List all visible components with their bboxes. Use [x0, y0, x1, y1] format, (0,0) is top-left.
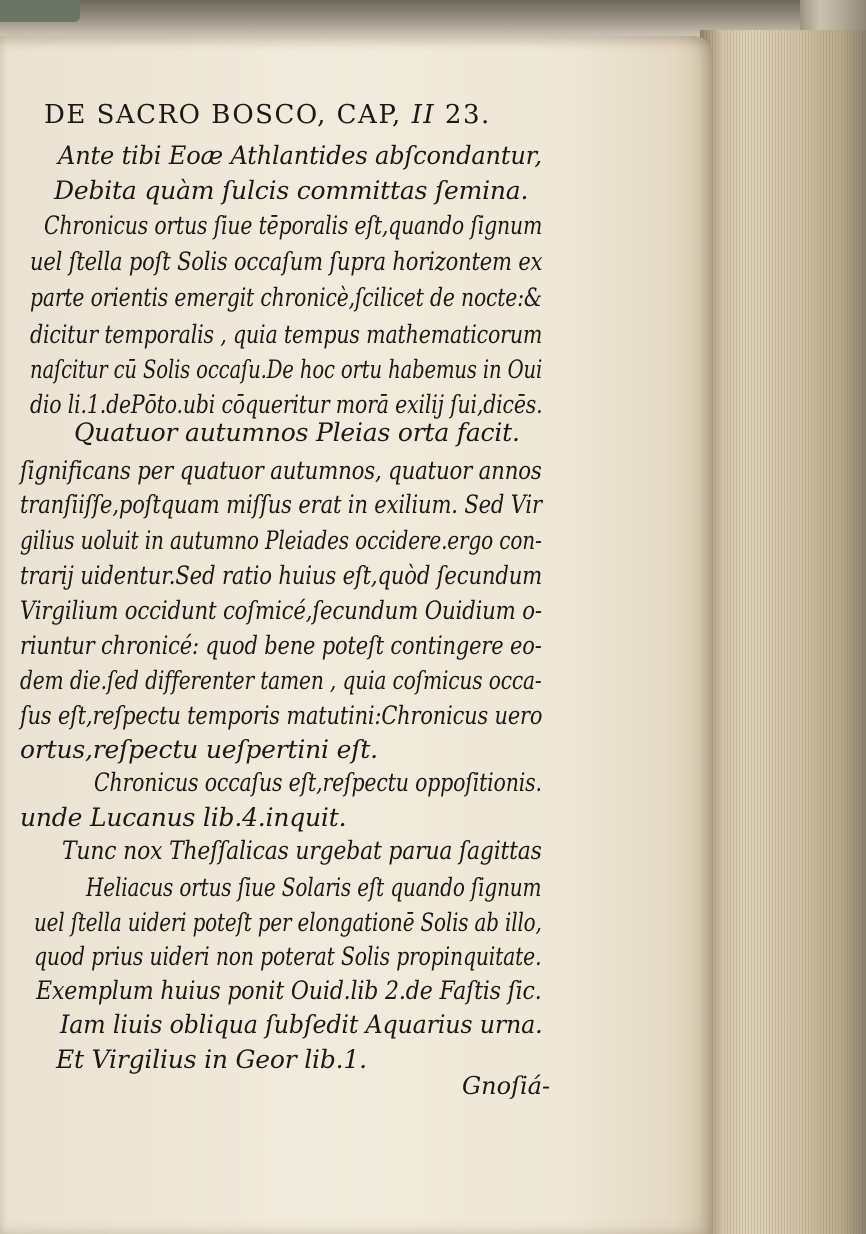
running-head-title: DE SACRO BOSCO, CAP,: [44, 100, 402, 130]
text-line: Chronicus occaſus eſt,reſpectu oppoſitionis.: [94, 768, 542, 797]
text-line: quod prius uideri non poterat Solis propinquitate.: [34, 942, 542, 971]
text-line: Virgilium occidunt coſmicé,ſecundum Ouidium o-: [20, 596, 542, 625]
text-line: Et Virgilius in Geor lib.1.: [56, 1045, 367, 1074]
text-line: parte orientis emergit chronicè,ſcilicet de nocte:&: [30, 283, 542, 312]
text-line: Debita quàm ſulcis committas ſemina.: [54, 176, 529, 205]
running-head: [44, 100, 491, 130]
catchword: Gnoſiá-: [462, 1072, 551, 1100]
text-line: Chronicus ortus ſiue tēporalis eſt,quando ſignum: [44, 211, 543, 240]
text-line: uel ſtella uideri poteſt per elongationē Solis ab illo,: [34, 908, 542, 937]
text-line: Tunc nox Theſſalicas urgebat parua ſagittas: [62, 836, 542, 865]
page-number: 23.: [444, 100, 491, 130]
text-line: ſignificans per quatuor autumnos, quatuor annos: [20, 456, 542, 485]
text-line: dem die.ſed differenter tamen , quia coſmicus occa-: [20, 666, 542, 695]
text-line: Heliacus ortus ſiue Solaris eſt quando ſignum: [86, 873, 542, 902]
text-line: unde Lucanus lib.4.inquit.: [20, 803, 347, 832]
running-head-chapter: II: [411, 100, 436, 130]
text-line: Exemplum huius ponit Ouid.lib 2.de Faſtis ſic.: [36, 976, 542, 1005]
text-line: ſus eſt,reſpectu temporis matutini:Chronicus uero: [20, 701, 543, 730]
text-line: riuntur chronicé: quod bene poteſt contingere eo-: [20, 631, 542, 660]
text-line: tranſiiſſe,poſtquam miſſus erat in exilium. Sed Vir: [20, 490, 542, 519]
text-line: gilius uoluit in autumno Pleiades occidere.ergo con-: [20, 526, 542, 555]
text-line: dicitur temporalis , quia tempus mathematicorum: [30, 320, 543, 349]
text-line: naſcitur cū Solis occaſu.De hoc ortu habemus in Oui: [30, 355, 543, 384]
text-line: Ante tibi Eoæ Athlantides abſcondantur,: [58, 141, 542, 170]
text-line: trarij uidentur.Sed ratio huius eſt,quòd ſecundum: [20, 561, 543, 590]
text-line: dio li.1.dePōto.ubi cōqueritur morā exilij ſui,dicēs.: [30, 390, 543, 419]
text-line: Iam liuis obliqua ſubſedit Aquarius urna.: [60, 1010, 543, 1039]
text-line: uel ſtella poſt Solis occaſum ſupra horizontem ex: [30, 247, 543, 276]
text-line: Quatuor autumnos Pleias orta facit.: [74, 418, 520, 447]
text-line: ortus,reſpectu ueſpertini eſt.: [20, 735, 378, 764]
